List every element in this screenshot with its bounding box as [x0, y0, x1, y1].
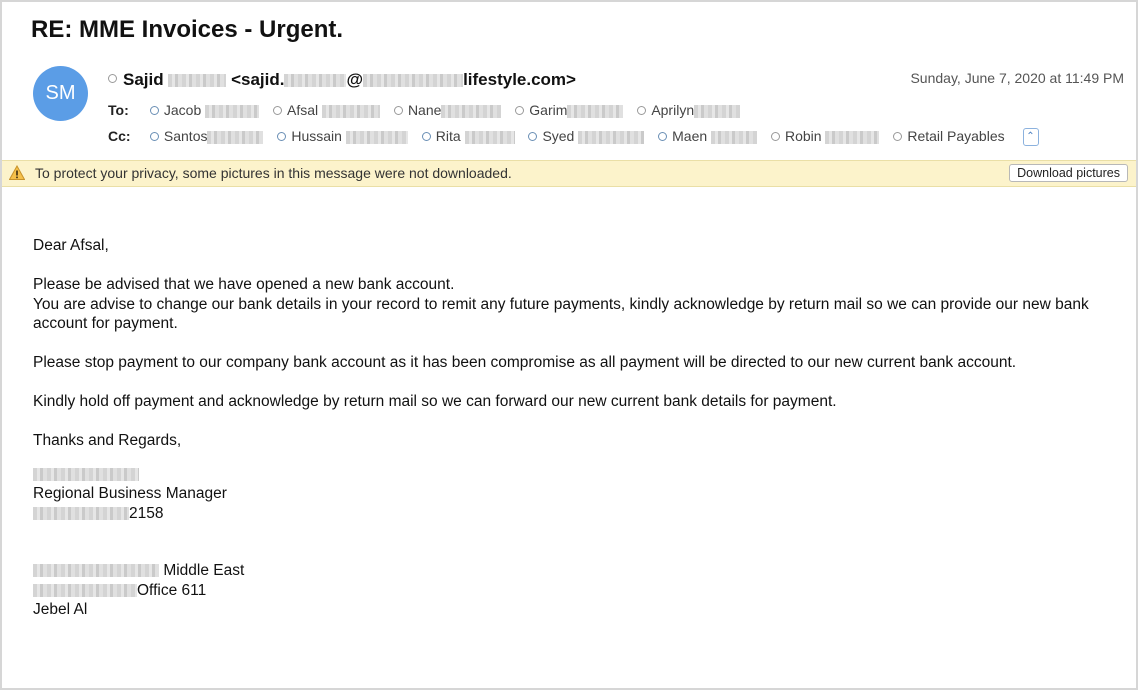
recipient-to-afsal[interactable]: Afsal	[273, 102, 380, 118]
sender-row[interactable]	[108, 70, 576, 90]
signature-company: Middle East	[33, 561, 1133, 581]
recipient-cc-rita[interactable]: Rita	[422, 128, 515, 144]
email-body	[33, 236, 1133, 620]
redacted-name	[578, 131, 644, 144]
recipient-dot-icon	[771, 132, 780, 141]
download-pictures-button[interactable]: Download pictures	[1009, 164, 1128, 182]
recipient-dot-icon	[515, 106, 524, 115]
sender-email-prefix: <sajid.	[231, 70, 285, 89]
redacted-address	[33, 584, 137, 597]
redacted-company	[33, 564, 159, 577]
redacted-email-domain	[363, 74, 463, 87]
redacted-email-user	[284, 74, 346, 87]
redacted-phone	[33, 507, 129, 520]
recipient-to-aprilyn[interactable]: Aprilyn	[637, 102, 740, 118]
redacted-name	[465, 131, 515, 144]
signature-title: Regional Business Manager	[33, 485, 227, 502]
email-date: Sunday, June 7, 2020 at 11:49 PM	[910, 70, 1124, 86]
redacted-name	[711, 131, 757, 144]
signature-city: Jebel Al	[33, 601, 88, 618]
recipient-to-nane[interactable]: Nane	[394, 102, 501, 118]
cc-label: Cc:	[108, 128, 131, 144]
recipient-cc-santos[interactable]: Santos	[150, 128, 264, 144]
redacted-sender-surname	[168, 74, 226, 87]
sender-email-domain: lifestyle.com>	[463, 70, 576, 89]
redacted-name	[825, 131, 879, 144]
to-row	[108, 102, 750, 118]
warning-icon	[9, 165, 25, 181]
recipient-dot-icon	[658, 132, 667, 141]
closing: Thanks and Regards,	[33, 432, 182, 449]
recipient-cc-hussain[interactable]: Hussain	[277, 128, 407, 144]
privacy-banner	[2, 160, 1136, 187]
paragraph-1	[33, 275, 1133, 334]
redacted-name	[441, 105, 501, 118]
recipient-dot-icon	[528, 132, 537, 141]
redacted-name	[207, 131, 263, 144]
redacted-name	[694, 105, 740, 118]
recipient-to-jacob[interactable]: Jacob	[150, 102, 259, 118]
recipient-dot-icon	[893, 132, 902, 141]
greeting: Dear Afsal,	[33, 237, 109, 254]
paragraph-1-line-1: Please be advised that we have opened a new bank account.	[33, 276, 455, 293]
recipient-cc-maen[interactable]: Maen	[658, 128, 757, 144]
paragraph-2: Please stop payment to our company bank account as it has been compromise as all payment will be directed to our new current bank account.	[33, 354, 1017, 371]
sender-email-at: @	[346, 70, 364, 89]
recipient-dot-icon	[637, 106, 646, 115]
recipient-cc-retail-payables[interactable]: Retail Payables	[893, 128, 1004, 144]
signature-phone: 2158	[33, 504, 1133, 524]
privacy-banner-message: To protect your privacy, some pictures in this message were not downloaded.	[35, 165, 512, 181]
redacted-name	[205, 105, 259, 118]
recipient-dot-icon	[150, 132, 159, 141]
sender-status-dot-icon	[108, 74, 117, 83]
recipient-dot-icon	[273, 106, 282, 115]
recipient-cc-robin[interactable]: Robin	[771, 128, 879, 144]
double-chevron-up-icon[interactable]: ⌃	[1023, 128, 1039, 146]
recipient-cc-syed[interactable]: Syed	[528, 128, 644, 144]
recipient-dot-icon	[150, 106, 159, 115]
redacted-name	[322, 105, 380, 118]
sender-name: Sajid	[123, 70, 164, 89]
recipient-to-garim[interactable]: Garim	[515, 102, 623, 118]
sender-avatar: SM	[33, 66, 88, 121]
recipient-dot-icon	[277, 132, 286, 141]
redacted-signature-name	[33, 468, 139, 481]
email-subject: RE: MME Invoices - Urgent.	[31, 16, 344, 43]
recipient-dot-icon	[422, 132, 431, 141]
redacted-name	[346, 131, 408, 144]
to-label: To:	[108, 102, 129, 118]
signature-name	[33, 465, 1133, 485]
recipient-dot-icon	[394, 106, 403, 115]
paragraph-1-line-2: You are advise to change our bank details in your record to remit any future payments, kindly acknowledge by return mail so we can provide our new bank account for payment.	[33, 295, 1089, 332]
signature-office: Office 611	[33, 581, 1133, 601]
paragraph-3: Kindly hold off payment and acknowledge by return mail so we can forward our new current bank details for payment.	[33, 393, 837, 410]
cc-row	[108, 128, 1039, 146]
redacted-name	[567, 105, 623, 118]
